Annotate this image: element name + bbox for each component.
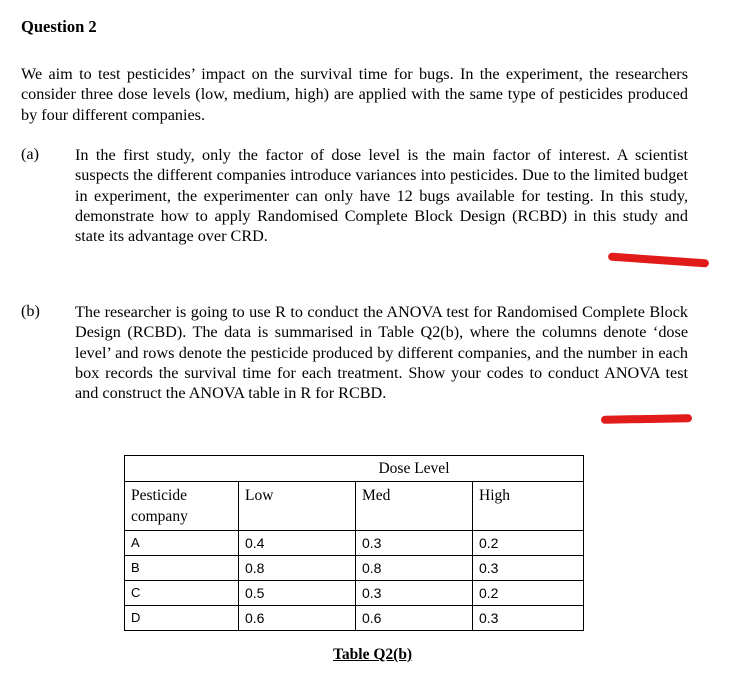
value-cell: 0.8 [356,556,473,581]
value-cell: 0.2 [473,531,584,556]
value-cell: 0.2 [473,581,584,606]
dose-level-header: Dose Level [356,456,473,482]
column-header-high: High [473,482,584,531]
value-cell: 0.4 [239,531,356,556]
value-cell: 0.8 [239,556,356,581]
value-cell: 0.3 [473,606,584,631]
company-cell: B [125,556,239,581]
value-cell: 0.3 [356,531,473,556]
part-a-text: In the first study, only the factor of dose level is the main factor of interest. A scientist suspects the different companies introduce variances into pesticides. Due to the limited budget in experiment, the experimenter can only have 12 bugs available for testing. In this study, demonstrate how to apply Randomised Complete Block Design (RCBD) in this study and state its advantage over CRD. [75,146,688,246]
column-header-med: Med [356,482,473,531]
part-b-label: (b) [21,302,40,320]
table-header-row-group [125,456,584,482]
value-cell: 0.6 [356,606,473,631]
table-row [125,531,584,556]
table-caption: Table Q2(b) [333,646,413,663]
redaction-mark-b [601,414,692,424]
value-cell: 0.5 [239,581,356,606]
table-row [125,606,584,631]
value-cell: 0.3 [356,581,473,606]
table-header-row [125,482,584,531]
column-header-low: Low [239,482,356,531]
value-cell: 0.3 [473,556,584,581]
table-blank-cell [473,456,584,482]
question-intro: We aim to test pesticides’ impact on the survival time for bugs. In the experiment, the researchers consider three dose levels (low, medium, high) are applied with the same type of pesticides produced by four different companies. [21,65,688,124]
table-row [125,581,584,606]
table-blank-cell [239,456,356,482]
redaction-mark-a [608,252,709,267]
part-b-text: The researcher is going to use R to conduct the ANOVA test for Randomised Complete Block Design (RCBD). The data is summarised in Table Q2(b), where the columns denote ‘dose level’ and rows denote the pesticide produced by different companies, and the number in each box records the survival time for each treatment. Show your codes to conduct ANOVA test and construct the ANOVA table in R for RCBD. [75,303,688,403]
pesticide-company-header: Pesticide company [125,482,239,531]
table-row [125,556,584,581]
table-corner-cell [125,456,239,482]
company-cell: A [125,531,239,556]
dose-level-table [124,455,584,631]
company-cell: C [125,581,239,606]
question-title: Question 2 [21,17,97,36]
value-cell: 0.6 [239,606,356,631]
part-a-label: (a) [21,145,39,163]
company-cell: D [125,606,239,631]
